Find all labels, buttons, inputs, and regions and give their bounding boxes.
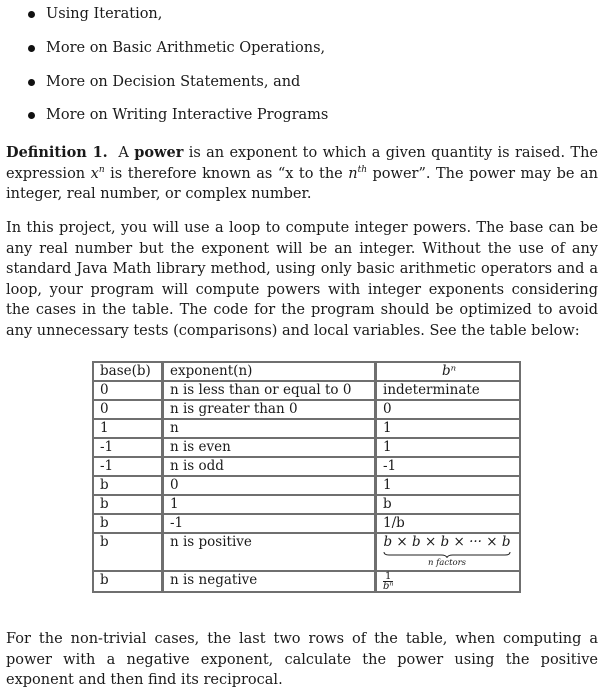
definition-label: Definition 1. <box>6 144 108 161</box>
list-item: More on Basic Arithmetic Operations, <box>46 40 325 56</box>
definition-term: power <box>134 144 184 161</box>
table-row: b -1 1/b <box>92 514 521 533</box>
definition-paragraph: Definition 1. A power is an exponent to which a given quantity is raised. The expression $x^n$ is therefore known as “x to the $n^{th}$ power”. The power may be an integer, real number, or complex number. <box>6 144 598 202</box>
bullet-icon <box>28 45 35 52</box>
underbrace-icon <box>383 551 511 558</box>
header-exponent: exponent(n) <box>163 361 376 381</box>
table-row: b n is negative $\frac{1}{\text{bⁿ}}$ <box>92 571 521 593</box>
x-to-n-expression: $x^n$ <box>90 164 105 182</box>
table-row: 0 n is greater than 0 0 <box>92 400 521 419</box>
list-item: More on Writing Interactive Programs <box>46 107 328 123</box>
table-header-row <box>92 361 521 381</box>
table-row: b n is positive b × b × b × ··· × b n factors <box>92 533 521 571</box>
list-item: Using Iteration, <box>46 6 162 22</box>
intro-paragraph: In this project, you will use a loop to compute integer powers. The base can be any real number but the exponent will be an integer. Without the use of any standard Java Math library method, using only basic arithmetic operators and a loop, your program will compute powers with integer exponents considering the cases in the table. The code for the program should be optimized to avoid any unnecessary tests (comparisons) and local variables. See the table below: <box>6 220 598 339</box>
factors-label: n factors <box>427 558 467 568</box>
bullet-icon <box>28 11 35 18</box>
product-expression: b × b × b × ··· × b <box>383 534 511 550</box>
table-row: b 0 1 <box>92 476 521 495</box>
reciprocal-cell <box>376 571 521 593</box>
table-row: -1 n is even 1 <box>92 438 521 457</box>
n-factors-cell <box>376 533 521 571</box>
table-row: -1 n is odd -1 <box>92 457 521 476</box>
nth-expression: $n^{th}$ <box>348 164 368 182</box>
bullet-icon <box>28 112 35 119</box>
closing-paragraph: For the non-trivial cases, the last two rows of the table, when computing a power with a negative exponent, calculate the power using the positive exponent and then find its reciprocal. <box>6 631 598 688</box>
table-row: 1 n 1 <box>92 419 521 438</box>
reciprocal-fraction: $\frac{1}{\text{bⁿ}}$ <box>383 571 394 592</box>
header-result: bⁿ <box>376 361 521 381</box>
bullet-icon <box>28 79 35 86</box>
power-cases-table <box>92 361 521 593</box>
list-item: More on Decision Statements, and <box>46 74 300 90</box>
header-base: base(b) <box>92 361 163 381</box>
table-row: b 1 b <box>92 495 521 514</box>
table-row: 0 n is less than or equal to 0 indeterminate <box>92 381 521 400</box>
